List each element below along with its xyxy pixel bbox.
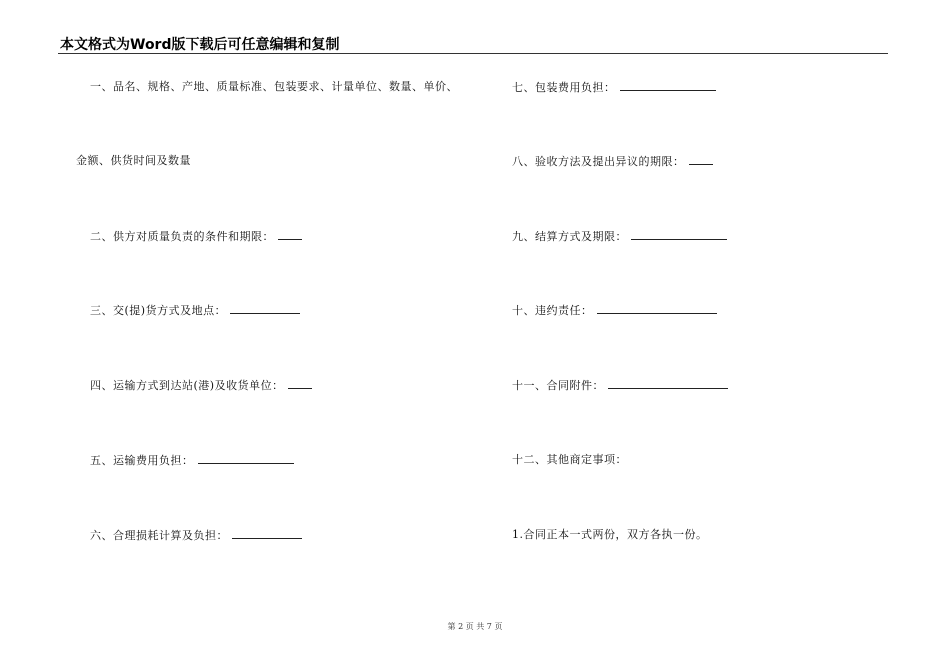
clause-2 xyxy=(90,229,302,244)
clause-12-note-1: 1.合同正本一式两份，双方各执一份。 xyxy=(512,528,708,541)
clause-7 xyxy=(512,80,716,95)
clause-10 xyxy=(512,303,717,318)
clause-7-label: 七、包装费用负担： xyxy=(512,81,616,94)
clause-8 xyxy=(512,154,713,169)
clause-4-label: 四、运输方式到达站(港)及收货单位： xyxy=(90,379,284,392)
document-header-title: 本文格式为Word版下载后可任意编辑和复制 xyxy=(60,37,340,53)
clause-11 xyxy=(512,378,728,393)
clause-3 xyxy=(90,303,300,318)
clause-3-blank[interactable] xyxy=(230,303,300,314)
clause-5-label: 五、运输费用负担： xyxy=(90,454,194,467)
clause-11-label: 十一、合同附件： xyxy=(512,379,604,392)
page-number-footer: 第 2 页 共 7 页 xyxy=(447,622,503,631)
clause-6-blank[interactable] xyxy=(232,528,302,539)
clause-2-blank[interactable] xyxy=(278,229,302,240)
clause-4 xyxy=(90,378,312,393)
clause-3-label: 三、交(提)货方式及地点： xyxy=(90,304,227,317)
clause-1-line-2: 金额、供货时间及数量 xyxy=(76,154,191,167)
clause-10-blank[interactable] xyxy=(597,303,717,314)
clause-6-label: 六、合理损耗计算及负担： xyxy=(90,529,228,542)
clause-5-blank[interactable] xyxy=(198,453,294,464)
clause-7-blank[interactable] xyxy=(620,80,716,91)
clause-2-label: 二、供方对质量负责的条件和期限： xyxy=(90,230,274,243)
clause-1-line-1: 一、品名、规格、产地、质量标准、包装要求、计量单位、数量、单价、 xyxy=(90,80,458,93)
clause-4-blank[interactable] xyxy=(288,378,312,389)
clause-9-blank[interactable] xyxy=(631,229,727,240)
clause-6 xyxy=(90,528,302,543)
clause-12: 十二、其他商定事项： xyxy=(512,453,627,466)
clause-8-label: 八、验收方法及提出异议的期限： xyxy=(512,155,685,168)
clause-9 xyxy=(512,229,727,244)
header-divider xyxy=(58,53,888,54)
clause-11-blank[interactable] xyxy=(608,378,728,389)
clause-10-label: 十、违约责任： xyxy=(512,304,593,317)
clause-9-label: 九、结算方式及期限： xyxy=(512,230,627,243)
clause-8-blank[interactable] xyxy=(689,154,713,165)
clause-5 xyxy=(90,453,294,468)
